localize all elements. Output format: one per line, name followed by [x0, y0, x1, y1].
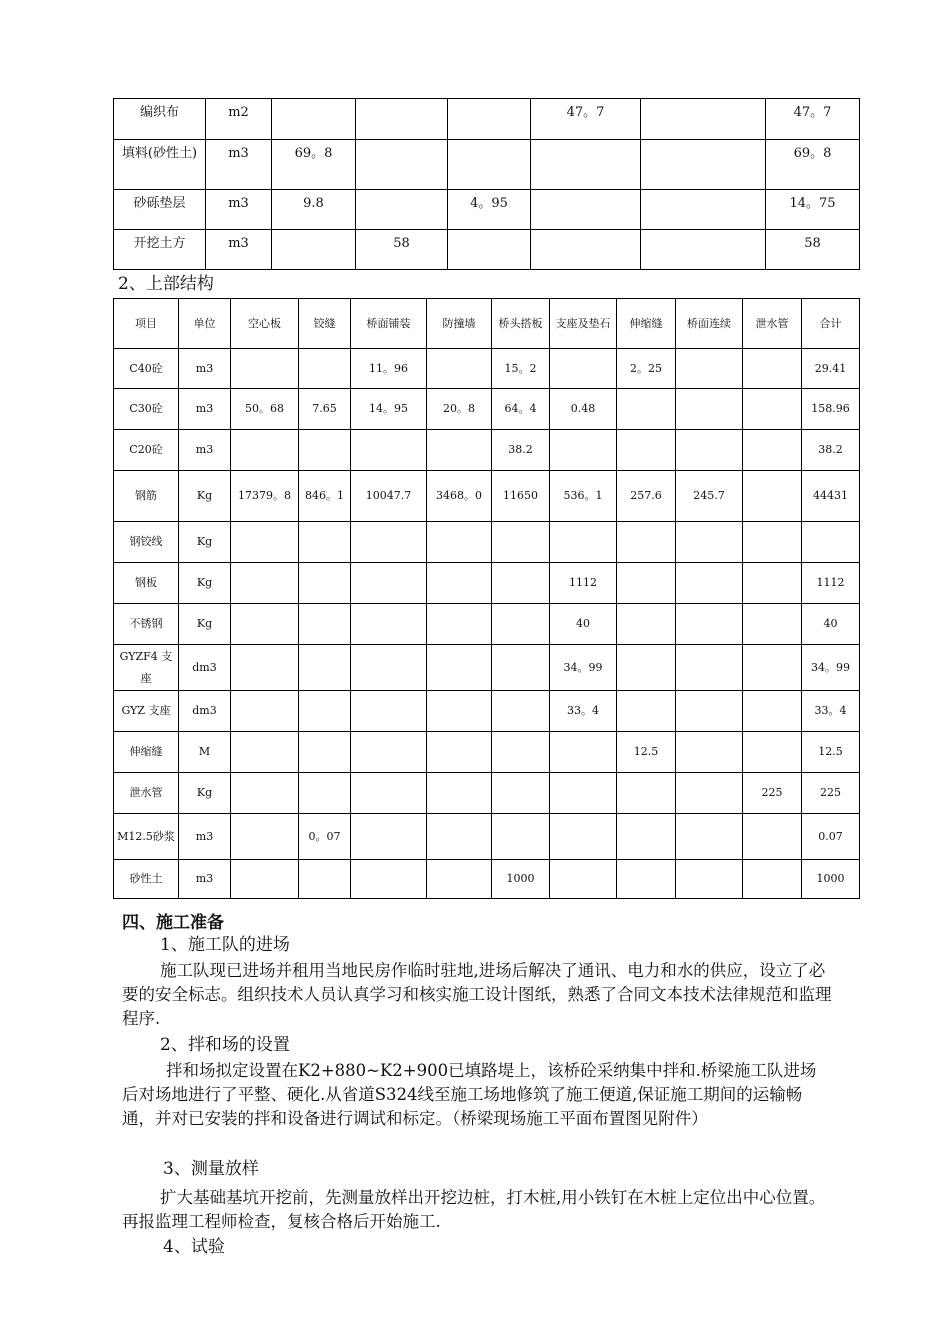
- table-cell: 14。75: [766, 190, 860, 230]
- table-cell: 伸缩缝: [114, 732, 179, 773]
- table-cell: 225: [743, 773, 802, 814]
- table-cell: 17379。8: [231, 471, 299, 522]
- table-cell: [550, 732, 617, 773]
- table-cell: [272, 230, 356, 270]
- table-cell: [676, 604, 743, 645]
- table-cell: [427, 645, 492, 691]
- table-cell: 9.8: [272, 190, 356, 230]
- table-row: [114, 140, 860, 190]
- table-cell: [272, 99, 356, 140]
- column-header: 项目: [114, 299, 179, 349]
- table-cell: [641, 190, 766, 230]
- table-row: [114, 99, 860, 140]
- table-cell: 158.96: [802, 389, 860, 430]
- table-cell: Kg: [179, 471, 231, 522]
- table-cell: [427, 732, 492, 773]
- table-cell: [356, 99, 448, 140]
- table-cell: [427, 773, 492, 814]
- table-cell: [676, 349, 743, 389]
- table-cell: [299, 860, 351, 899]
- table-cell: [743, 645, 802, 691]
- table-cell: [617, 604, 676, 645]
- table-cell: 40: [802, 604, 860, 645]
- table-cell: [448, 99, 531, 140]
- table-row: [114, 691, 860, 732]
- table-cell: [351, 563, 427, 604]
- table-cell: [676, 691, 743, 732]
- table-cell: [492, 563, 550, 604]
- column-header: 支座及垫石: [550, 299, 617, 349]
- table-cell: [299, 522, 351, 563]
- paragraph-survey-layout: 扩大基础基坑开挖前，先测量放样出开挖边桩，打木桩,用小铁钉在木桩上定位出中心位置。再报监理工程师检查，复核合格后开始施工.: [122, 1188, 826, 1231]
- table-cell: 砂砾垫层: [114, 190, 206, 230]
- table-row: [114, 773, 860, 814]
- table-row: [114, 604, 860, 645]
- table-cell: 40: [550, 604, 617, 645]
- table-cell: 砂性土: [114, 860, 179, 899]
- table-cell: [676, 645, 743, 691]
- table-cell: [550, 349, 617, 389]
- table-row: [114, 522, 860, 563]
- table-cell: 29.41: [802, 349, 860, 389]
- table-cell: m3: [179, 389, 231, 430]
- table-cell: [427, 814, 492, 860]
- table-cell: [427, 563, 492, 604]
- table-cell: [617, 430, 676, 471]
- table-cell: [351, 522, 427, 563]
- table-cell: GYZF4 支座: [114, 645, 179, 691]
- table-cell: [351, 732, 427, 773]
- table-cell: [299, 645, 351, 691]
- table-cell: [231, 563, 299, 604]
- table-cell: 50。68: [231, 389, 299, 430]
- table-cell: m3: [179, 349, 231, 389]
- table-cell: [299, 563, 351, 604]
- table-cell: [351, 691, 427, 732]
- table-cell: [531, 190, 641, 230]
- table-cell: [356, 140, 448, 190]
- table-cell: 15。2: [492, 349, 550, 389]
- table-cell: m3: [206, 230, 272, 270]
- table-cell: [351, 814, 427, 860]
- table-cell: [299, 691, 351, 732]
- table-cell: [676, 430, 743, 471]
- table-cell: M12.5砂浆: [114, 814, 179, 860]
- table-cell: Kg: [179, 563, 231, 604]
- column-header: 伸缩缝: [617, 299, 676, 349]
- table-row: [114, 471, 860, 522]
- table-cell: 33。4: [802, 691, 860, 732]
- table-cell: [617, 773, 676, 814]
- table-cell: 44431: [802, 471, 860, 522]
- column-header: 铰缝: [299, 299, 351, 349]
- column-header: 空心板: [231, 299, 299, 349]
- table-row: [114, 814, 860, 860]
- column-header: 单位: [179, 299, 231, 349]
- table-cell: [743, 430, 802, 471]
- table-cell: [356, 190, 448, 230]
- table-cell: m3: [206, 190, 272, 230]
- table-cell: [231, 645, 299, 691]
- table-cell: [617, 814, 676, 860]
- table-row: [114, 732, 860, 773]
- table-cell: 33。4: [550, 691, 617, 732]
- table-cell: 填料(砂性土): [114, 140, 206, 190]
- column-header: 桥面铺装: [351, 299, 427, 349]
- table-cell: 11650: [492, 471, 550, 522]
- table-cell: 开挖土方: [114, 230, 206, 270]
- table-cell: M: [179, 732, 231, 773]
- subheading-survey-layout: 3、测量放样: [163, 1159, 259, 1179]
- table-cell: 34。99: [550, 645, 617, 691]
- table-cell: 47。7: [531, 99, 641, 140]
- table-cell: [676, 814, 743, 860]
- table-cell: [492, 773, 550, 814]
- table-cell: 34。99: [802, 645, 860, 691]
- table-cell: 钢铰线: [114, 522, 179, 563]
- table-cell: [617, 563, 676, 604]
- table-cell: 7.65: [299, 389, 351, 430]
- table-cell: [351, 773, 427, 814]
- table-row: [114, 230, 860, 270]
- table-cell: [351, 430, 427, 471]
- table-cell: 12.5: [802, 732, 860, 773]
- table-cell: [299, 430, 351, 471]
- table-cell: [676, 773, 743, 814]
- table-cell: [427, 691, 492, 732]
- table-cell: m3: [179, 814, 231, 860]
- table-cell: [641, 140, 766, 190]
- table-cell: [299, 773, 351, 814]
- table-cell: [531, 140, 641, 190]
- table-cell: [492, 522, 550, 563]
- table-cell: 泄水管: [114, 773, 179, 814]
- table-cell: [231, 349, 299, 389]
- table-cell: 10047.7: [351, 471, 427, 522]
- table-row: [114, 563, 860, 604]
- table-cell: 38.2: [492, 430, 550, 471]
- table-cell: [550, 814, 617, 860]
- table-cell: 2。25: [617, 349, 676, 389]
- table-cell: m3: [179, 430, 231, 471]
- table-cell: 14。95: [351, 389, 427, 430]
- table-row: [114, 349, 860, 389]
- table-cell: 58: [356, 230, 448, 270]
- table-cell: C30砼: [114, 389, 179, 430]
- table-cell: [641, 230, 766, 270]
- table-cell: [617, 860, 676, 899]
- table-cell: [676, 522, 743, 563]
- table-cell: [743, 563, 802, 604]
- table-cell: 1000: [492, 860, 550, 899]
- table-cell: 64。4: [492, 389, 550, 430]
- table-row: [114, 645, 860, 691]
- table-cell: [550, 773, 617, 814]
- table-cell: [427, 860, 492, 899]
- table-cell: [743, 522, 802, 563]
- table-cell: [351, 860, 427, 899]
- table-cell: C20砼: [114, 430, 179, 471]
- table-cell: [802, 522, 860, 563]
- materials-table-upper-structure: [113, 298, 860, 899]
- table-cell: 1112: [550, 563, 617, 604]
- table-cell: [427, 349, 492, 389]
- table-row: [114, 430, 860, 471]
- table-cell: [743, 691, 802, 732]
- column-header: 泄水管: [743, 299, 802, 349]
- table-cell: [299, 732, 351, 773]
- table-cell: 编织布: [114, 99, 206, 140]
- subheading-testing: 4、试验: [163, 1237, 225, 1257]
- table-cell: 69。8: [272, 140, 356, 190]
- table-cell: 钢筋: [114, 471, 179, 522]
- table-cell: [743, 814, 802, 860]
- table-cell: [676, 389, 743, 430]
- paragraph-team-arrival: 施工队现已进场并租用当地民房作临时驻地,进场后解决了通讯、电力和水的供应，设立了必要的安全标志。组织技术人员认真学习和核实施工设计图纸，熟悉了合同文本技术法律规范和监理程序.: [122, 961, 832, 1028]
- table-cell: 钢板: [114, 563, 179, 604]
- table-cell: [550, 860, 617, 899]
- table-cell: C40砼: [114, 349, 179, 389]
- table-cell: m3: [206, 140, 272, 190]
- table-cell: 245.7: [676, 471, 743, 522]
- table-cell: [743, 349, 802, 389]
- table-cell: [299, 604, 351, 645]
- column-header: 防撞墙: [427, 299, 492, 349]
- table-cell: [743, 389, 802, 430]
- table-cell: [743, 471, 802, 522]
- paragraph-mixing-plant: 拌和场拟定设置在K2+880~K2+900已填路堤上，该桥砼采纳集中拌和.桥梁施工队进场后对场地进行了平整、硬化.从省道S324线至施工场地修筑了施工便道,保证施工期间的运输畅通，并对已安装的拌和设备进行调试和标定。（桥梁现场施工平面布置图见附件）: [122, 1061, 817, 1128]
- table-cell: [351, 645, 427, 691]
- table-cell: Kg: [179, 522, 231, 563]
- table-cell: [550, 522, 617, 563]
- column-header: 桥面连续: [676, 299, 743, 349]
- table-cell: 11。96: [351, 349, 427, 389]
- column-header: 合计: [802, 299, 860, 349]
- column-header: 桥头搭板: [492, 299, 550, 349]
- table-cell: [676, 860, 743, 899]
- table-cell: [550, 430, 617, 471]
- table-cell: dm3: [179, 645, 231, 691]
- table-cell: 38.2: [802, 430, 860, 471]
- table-cell: 1112: [802, 563, 860, 604]
- table-cell: [231, 522, 299, 563]
- table-cell: 257.6: [617, 471, 676, 522]
- table-header-row: [114, 299, 860, 349]
- table-cell: Kg: [179, 604, 231, 645]
- table-cell: [743, 732, 802, 773]
- table-cell: 0.48: [550, 389, 617, 430]
- table-cell: m2: [206, 99, 272, 140]
- table-cell: 12.5: [617, 732, 676, 773]
- table-cell: [617, 691, 676, 732]
- table-cell: [641, 99, 766, 140]
- table-cell: 69。8: [766, 140, 860, 190]
- table-cell: [427, 522, 492, 563]
- table-cell: [231, 604, 299, 645]
- table-cell: 0。07: [299, 814, 351, 860]
- materials-table-lower: [113, 98, 860, 270]
- table-cell: 20。8: [427, 389, 492, 430]
- table-cell: [617, 389, 676, 430]
- table-cell: [231, 430, 299, 471]
- table-cell: 58: [766, 230, 860, 270]
- table-cell: [448, 230, 531, 270]
- table-cell: [231, 860, 299, 899]
- subheading-mixing-plant: 2、拌和场的设置: [160, 1035, 290, 1055]
- table-row: [114, 389, 860, 430]
- table-cell: [231, 773, 299, 814]
- table-cell: 3468。0: [427, 471, 492, 522]
- subheading-team-arrival: 1、施工队的进场: [160, 935, 290, 955]
- heading-construction-preparation: 四、施工准备: [122, 913, 224, 933]
- table-cell: 4。95: [448, 190, 531, 230]
- table-cell: [676, 732, 743, 773]
- section-2-title: 2、上部结构: [118, 274, 214, 294]
- table-cell: 不锈钢: [114, 604, 179, 645]
- table-cell: [351, 604, 427, 645]
- table-cell: [231, 732, 299, 773]
- table-cell: GYZ 支座: [114, 691, 179, 732]
- table-cell: 225: [802, 773, 860, 814]
- table-cell: [492, 645, 550, 691]
- table-cell: m3: [179, 860, 231, 899]
- table-cell: [617, 645, 676, 691]
- table-row: [114, 860, 860, 899]
- table-cell: 47。7: [766, 99, 860, 140]
- table-cell: dm3: [179, 691, 231, 732]
- table-cell: 1000: [802, 860, 860, 899]
- table-cell: Kg: [179, 773, 231, 814]
- table-cell: [492, 814, 550, 860]
- table-cell: [231, 814, 299, 860]
- table-cell: 846。1: [299, 471, 351, 522]
- table-cell: 536。1: [550, 471, 617, 522]
- table-cell: [531, 230, 641, 270]
- table-cell: [448, 140, 531, 190]
- table-row: [114, 190, 860, 230]
- table-cell: [676, 563, 743, 604]
- table-cell: [743, 604, 802, 645]
- table-cell: [427, 430, 492, 471]
- table-cell: [492, 691, 550, 732]
- table-cell: [617, 522, 676, 563]
- table-cell: [492, 732, 550, 773]
- table-cell: [492, 604, 550, 645]
- table-cell: [743, 860, 802, 899]
- table-cell: [231, 691, 299, 732]
- table-cell: 0.07: [802, 814, 860, 860]
- table-cell: [299, 349, 351, 389]
- table-cell: [427, 604, 492, 645]
